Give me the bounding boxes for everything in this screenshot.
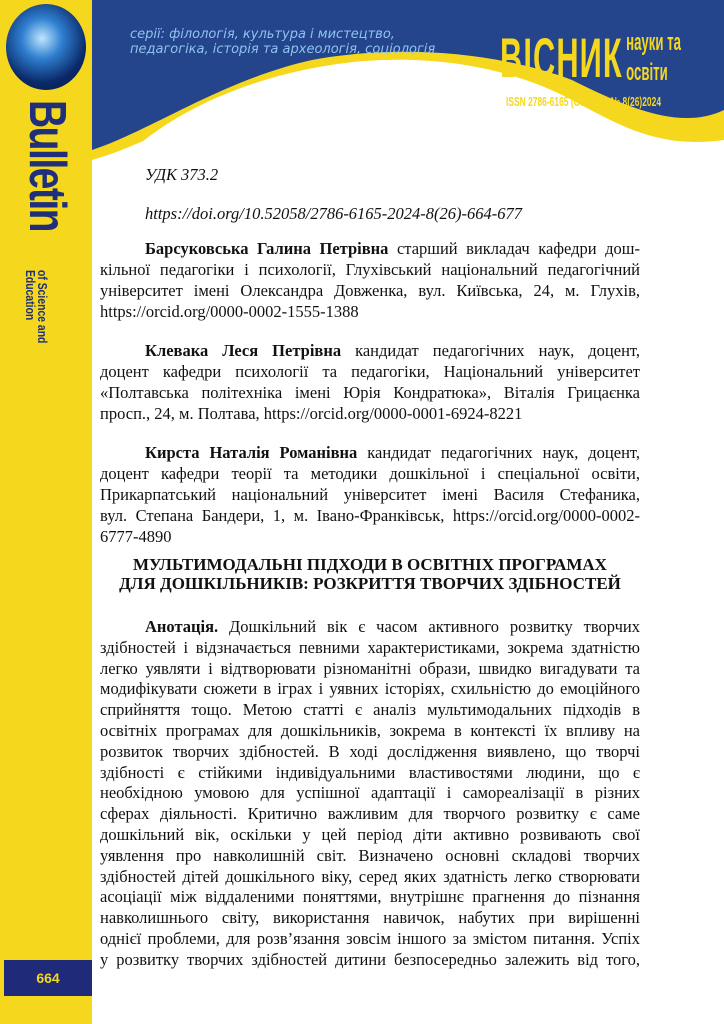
abstract-line: легко уявляти і відтворювати різноманітні образи, швидко вигадувати та: [100, 658, 640, 678]
abstract-line: здібностей дітей дошкільного віку, серед яких здатність легко створювати: [100, 866, 640, 886]
sidebar: [0, 0, 92, 1024]
article-title-line: МУЛЬТИМОДАЛЬНІ ПІДХОДИ В ОСВІТНІХ ПРОГРАМАХ: [133, 555, 607, 574]
abstract-line: однієї проблеми, для розв’язання зовсім іншого за змістом питання. Успіх: [100, 929, 640, 948]
bold-lead: Кирста Наталія Романівна: [145, 443, 358, 462]
author-line: університет імені Олександра Довженка, вул. Київська, 24, м. Глухів,: [100, 281, 640, 300]
bold-lead: Анотація.: [145, 617, 219, 636]
author-line: доцент кафедри теорії та методики дошкільної і спеціальної освіти,: [100, 464, 640, 483]
issn: ISSN 2786-6165 (ONLINE) № 8(26)2024: [506, 94, 662, 109]
series-line: серії: філологія, культура і мистецтво,: [130, 27, 395, 42]
author-line: кільної педагогіки і психології, Глухівський національний педагогічний: [100, 260, 640, 279]
abstract-line: уявлення про навколишній світ. Визначено основні складові творчих: [100, 845, 640, 865]
abstract-line: модифікувати сюжети в іграх і уявних історіях, схильністю до емоційного: [100, 679, 640, 699]
author-line: [100, 341, 640, 361]
doi-link[interactable]: https://doi.org/10.52058/2786-6165-2024-8(26)-664-677: [145, 204, 523, 223]
line-text: кандидат педагогічних наук, доцент,: [341, 341, 640, 360]
bold-lead: Клевака Леся Петрівна: [145, 341, 342, 360]
abstract-line: освітніх програмах для дошкільників, зокрема в контексті їх впливу на: [100, 721, 640, 740]
abstract-line: сферах діяльності. Критично важливим для творчого розвитку є саме: [100, 804, 640, 824]
author-line: https://orcid.org/0000-0002-1555-1388: [100, 302, 359, 321]
author-line: просп., 24, м. Полтава, https://orcid.org/0000-0001-6924-8221: [100, 404, 523, 423]
series-line: педагогіка, історія та археологія, соціологія: [130, 42, 436, 57]
wordmark-sub: науки та освіти: [626, 29, 681, 86]
abstract-line: дошкільний вік, оскільки у цей період діти активно розвивають свої: [100, 825, 640, 844]
udk: УДК 373.2: [145, 165, 219, 184]
brand-vertical: [18, 100, 76, 362]
abstract-line: сприйняття тощо. Метою статті є аналіз мультимодальних підходів в: [100, 700, 640, 720]
author-line: доцент кафедри психології та педагогіки, Національний університет: [100, 362, 640, 381]
author-line: вул. Степана Бандери, 1, м. Івано-Франківськ, https://orcid.org/0000-0002-: [100, 506, 640, 525]
author-line: Прикарпатський національний університет імені Василя Стефаника,: [100, 485, 640, 504]
journal-logo-head-image: [6, 4, 86, 90]
author-line: «Полтавська політехніка імені Юрія Кондратюка», Віталія Грицаєнка: [100, 383, 640, 402]
abstract-line: необхідною умовою для успішної адаптації і самореалізації в різних: [100, 783, 640, 803]
brand-sub2: Education: [23, 270, 38, 321]
abstract-line: [100, 617, 640, 637]
author-line: [100, 239, 640, 259]
abstract-line: розвиток творчих здібностей. В ході дослідження виявлено, що творчі: [100, 741, 640, 761]
line-text: Дошкільний вік є часом активного розвитку творчих: [218, 617, 640, 636]
brand-sub1: of Science and: [35, 270, 50, 344]
brand-title: Bulletin: [18, 100, 76, 232]
abstract-line: здібностей і відзначається певними характеристиками, зокрема здатністю: [100, 637, 640, 657]
abstract-line: асоціації між віддаленими поняттями, внутрішнє прагнення до пізнання: [100, 887, 640, 907]
journal-wordmark: [500, 28, 681, 88]
abstract-line: здібності є стійкими індивідуальними властивостями людини, що є: [100, 762, 640, 782]
author-line: 6777-4890: [100, 527, 172, 546]
article-title-line: ДЛЯ ДОШКІЛЬНИКІВ: РОЗКРИТТЯ ТВОРЧИХ ЗДІБНОСТЕЙ: [119, 574, 621, 593]
line-text: кандидат педагогічних наук, доцент,: [357, 443, 640, 462]
wordmark-main: ВІСНИК: [500, 26, 623, 89]
abstract-line: у розвитку творчих здібностей дитини безпосередньо залежить від того,: [100, 949, 640, 969]
bold-lead: Барсуковська Галина Петрівна: [145, 239, 389, 258]
page-number: 664: [4, 960, 92, 996]
line-text: старший викладач кафедри дош-: [388, 239, 641, 258]
series-text: [130, 27, 435, 57]
abstract-line: навколишнього світу, використання навичок, набутих при вирішенні: [100, 908, 640, 928]
author-line: [100, 443, 640, 463]
